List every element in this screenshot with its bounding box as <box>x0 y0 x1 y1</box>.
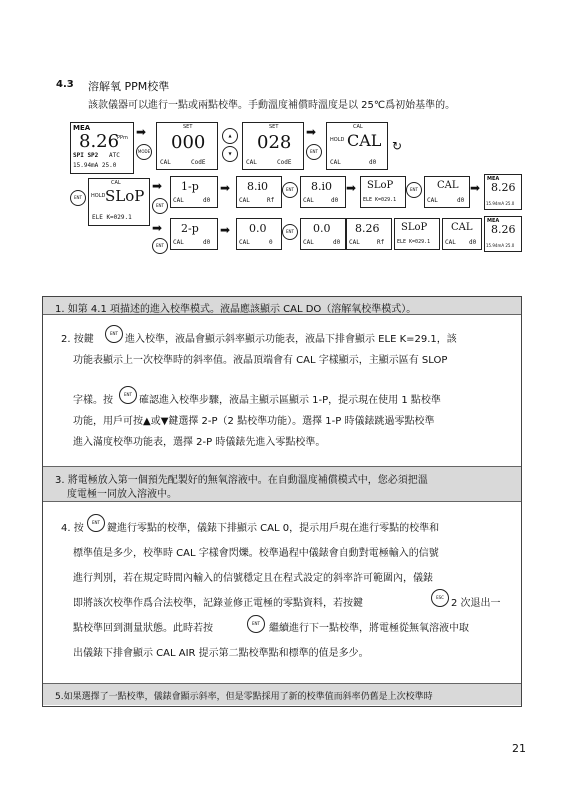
lcd-1p: 1-p CAL d0 <box>170 176 218 208</box>
lcd-cal-2: CAL CAL d0 <box>424 176 470 208</box>
arrow-right-icon: ➡ <box>152 179 163 193</box>
ent-key-icon: ENT <box>87 514 105 532</box>
ent-key-icon: ENT <box>152 238 168 254</box>
lcd-full-2: 8.i0 CAL d0 <box>300 176 346 208</box>
step-2-line-4: 功能，用戶可按▲或▼鍵選擇 2-P（2 點校準功能）。選擇 1-P 時儀錶跳過零點校準 <box>73 416 435 427</box>
step-3-line-1: 3. 將電極放入第一個預先配製好的無氧溶液中。在自動溫度補償模式中，您必須把溫 <box>55 475 428 486</box>
step-2-line-2: 功能表顯示上一次校準時的斜率值。液晶頂端會有 CAL 字樣顯示，主顯示區有 SLOP <box>73 355 448 366</box>
lcd-2p: 2-p CAL d0 <box>170 218 218 250</box>
arrow-right-icon: ➡ <box>306 125 317 139</box>
page-number: 21 <box>512 742 526 755</box>
lcd-full-3: 8.26 CAL Rf <box>346 218 392 250</box>
step-2-line-3a: 字樣。按 <box>73 395 113 406</box>
step-2-line-5: 進入滿度校準功能表，選擇 2-P 時儀錶先進入零點校準。 <box>73 437 326 448</box>
lcd-set-028: SET 028 CAL CodE <box>242 122 304 170</box>
step-4-line-4b: 2 次退出一 <box>451 598 501 609</box>
arrow-right-icon: ➡ <box>470 181 481 195</box>
arrow-right-icon: ➡ <box>152 221 163 235</box>
step-4-line-1a: 4. 按 <box>61 523 84 534</box>
step-3-line-2: 度電極一同放入溶液中。 <box>67 489 177 500</box>
arrow-right-icon: ➡ <box>136 125 147 139</box>
step-2-line-3b: 確認進入校準步驟，液晶主顯示區顯示 1-P，提示現在使用 1 點校準 <box>139 395 441 406</box>
section-intro: 該款儀器可以進行一點或兩點校準。手動溫度補償時溫度是以 25℃爲初始基準的。 <box>88 100 456 111</box>
step-3-row <box>43 466 521 502</box>
step-4-line-5b: 繼續進行下一點校準，將電極從無氧溶液中取 <box>269 623 469 634</box>
lcd-zero-1: 0.0 CAL 0 <box>236 218 282 250</box>
arrow-right-icon: ➡ <box>220 223 231 237</box>
step-5-text: 5.如果選擇了一點校準，儀錶會顯示斜率，但是零點採用了新的校準值而斜率仍舊是上次校準時 <box>55 692 433 702</box>
step-1-text: 1. 如第 4.1 項描述的進入校準模式。液晶應該顯示 CAL DO（溶解氧校準模式）。 <box>55 304 417 315</box>
lcd-full-1: 8.i0 CAL Rf <box>236 176 282 208</box>
up-key-icon: ▲ <box>222 128 238 144</box>
step-1-row <box>43 297 521 315</box>
arrow-right-icon: ➡ <box>346 181 357 195</box>
step-2-line-1b: 進入校準，液晶會顯示斜率顯示功能表，液晶下排會顯示 ELE K=29.1，該 <box>125 334 457 345</box>
ent-key-icon: ENT <box>247 615 265 633</box>
lcd-slop-2: SLoP ELE K=029.1 <box>360 176 406 208</box>
step-2-line-1a: 2. 按鍵 <box>61 334 94 345</box>
mode-key-icon: MODE <box>136 144 152 160</box>
step-4-line-1b: 鍵進行零點的校準，儀錶下排顯示 CAL 0，提示用戶現在進行零點的校準和 <box>107 523 440 534</box>
step-4-line-4a: 即將該次校準作爲合法校準，記錄並修正電極的零點資料，若按鍵 <box>73 598 363 609</box>
lcd-slop: CAL HOLD SLoP ELE K=029.1 <box>88 178 150 226</box>
lcd-slop-3: SLoP ELE K=029.1 <box>394 218 440 250</box>
lcd-zero-2: 0.0 CAL d0 <box>300 218 346 250</box>
step-4-line-6: 出儀錶下排會顯示 CAL AIR 提示第二點校準點和標準的值是多少。 <box>73 648 369 659</box>
step-4-line-2: 標準值是多少，校準時 CAL 字樣會閃爍。校準過程中儀錶會自動對電極輸入的信號 <box>73 548 439 559</box>
ent-key-icon: ENT <box>282 224 298 240</box>
ent-key-icon: ENT <box>282 182 298 198</box>
lcd-cal-do: CAL HOLD CAL CAL d0 <box>326 122 388 170</box>
ent-key-icon: ENT <box>119 386 137 404</box>
ent-key-icon: ENT <box>105 325 123 343</box>
lcd-cal-3: CAL CAL d0 <box>442 218 482 250</box>
arrow-right-icon: ➡ <box>220 181 231 195</box>
step-4-line-5a: 點校準回到測量狀態。此時若按 <box>73 623 213 634</box>
lcd-measure-2: MEA 8.26 15.94mA 25.0 <box>484 174 522 210</box>
ent-key-icon: ENT <box>406 182 422 198</box>
lcd-set-000: SET 000 CAL CodE <box>156 122 218 170</box>
step-4-line-3: 進行判別，若在規定時間內輸入的信號穩定且在程式設定的斜率許可範圍內，儀錶 <box>73 573 433 584</box>
ent-key-icon: ENT <box>306 144 322 160</box>
lcd-measure: MEA 8.26 PPm SPI SP2 ATC 15.94mA 25.0 <box>70 122 134 174</box>
step-5-row <box>43 683 521 705</box>
calibration-steps-table <box>42 296 522 707</box>
esc-mode-key-icon: ESC <box>431 589 449 607</box>
down-key-icon: ▼ <box>222 146 238 162</box>
lcd-measure-3: MEA 8.26 15.94mA 25.0 <box>484 216 522 252</box>
calibration-flow-diagram <box>70 118 520 278</box>
ent-key-icon: ENT <box>152 198 168 214</box>
return-arrow-icon: ↻ <box>392 139 403 153</box>
ent-key-icon: ENT <box>70 190 86 206</box>
section-number: 4.3 <box>56 79 74 90</box>
section-title: 溶解氧 PPM校準 <box>88 80 170 93</box>
